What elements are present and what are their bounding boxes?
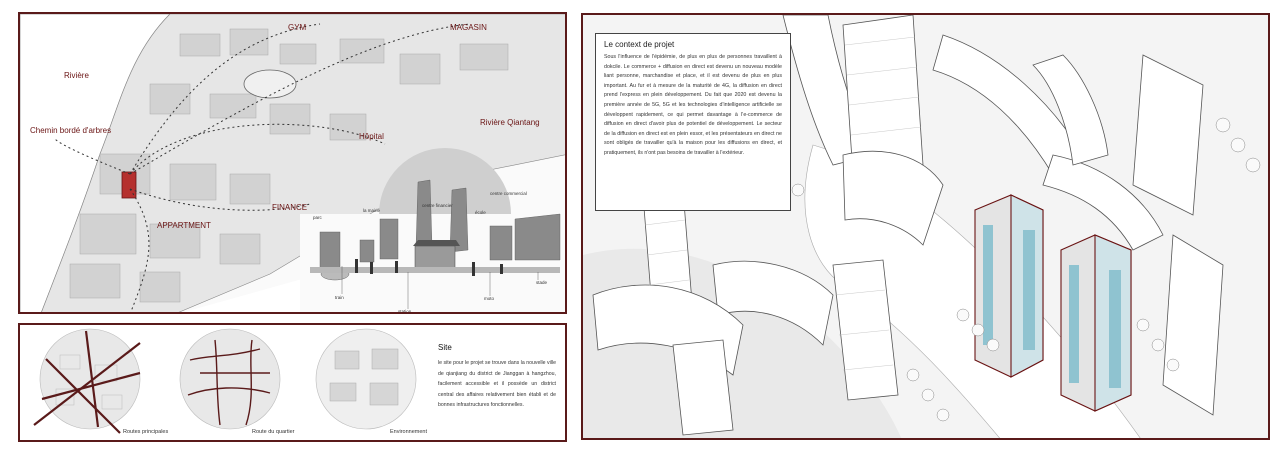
appartment-label: APPARTMENT	[157, 221, 211, 230]
project-context-box	[595, 33, 791, 211]
collage-label-parc: parc	[313, 215, 322, 220]
caption-environnement: Environnement	[390, 429, 427, 435]
context-body: Sous l'influence de l'épidémie, de plus en plus de personnes travaillent à dokcile. Le commerce + diffusion en direct est devenu un nouveau modèle liant personne, marchandise et place, et il est devenu de plus en plus important. Au fur et à mesure de la maturité de 4G, la diffusion en direct prend l'express en plein développement. Du fait que 2020 est devenu la première année de 5G, 5G et les technologies d'intelligence artificielle se développent rapidement, ce qui permet davantage à l'e-commerce de diffusion en direct d'avoir plus de potentiel de développement. Le secteur de la diffusion en direct est en plein essor, et les présentateurs en direct ne sont obligés de travailler qu'à la maison pour les diffusions en direct, et pratiquement, ils n'ont pas besoins de travailler à l'extérieur.	[604, 54, 782, 156]
context-title: Le context de projet	[604, 40, 675, 49]
magasin-label: MAGASIN	[450, 23, 487, 32]
collage-label-station: station	[398, 309, 412, 314]
site-description: le site pour le projet se trouve dans la nouvelle ville de qianjiang du district de Jianggan à hangzhou, facilement accessible et il possède un district central des affaires relativement bien établi et de bonnes infrastructures fonctionnelles.	[438, 360, 556, 409]
caption-routes-principales: Routes principales	[123, 429, 169, 435]
collage-label-moto: moto	[484, 296, 495, 301]
site-title: Site	[438, 343, 452, 352]
collage-label-stade: stade	[536, 280, 548, 285]
project-site-marker	[122, 172, 136, 198]
gym-label: GYM	[288, 23, 307, 32]
hopital-label: Hôpital	[359, 132, 384, 141]
collage-label-train: train	[335, 295, 344, 300]
aerial-view-panel	[581, 13, 1270, 440]
collage-label-ecole: école	[475, 210, 486, 215]
site-map-panel	[18, 12, 567, 314]
riviere-label: Rivière	[64, 71, 89, 80]
site-analysis-panel	[18, 323, 567, 442]
collage-label-centre-commercial: centre commercial	[490, 191, 527, 196]
collage-label-la-mairie: la mairie	[363, 208, 381, 213]
finance-label: FINANCE	[272, 203, 308, 212]
collage-label-centre-financier: centre financier	[422, 203, 453, 208]
caption-route-du-quartier: Route du quartier	[252, 429, 295, 435]
chemin-label: Chemin bordé d'arbres	[30, 126, 112, 135]
riviere-qiantang-label: Rivière Qiantang	[480, 118, 540, 127]
site-map-drawing	[20, 14, 567, 314]
